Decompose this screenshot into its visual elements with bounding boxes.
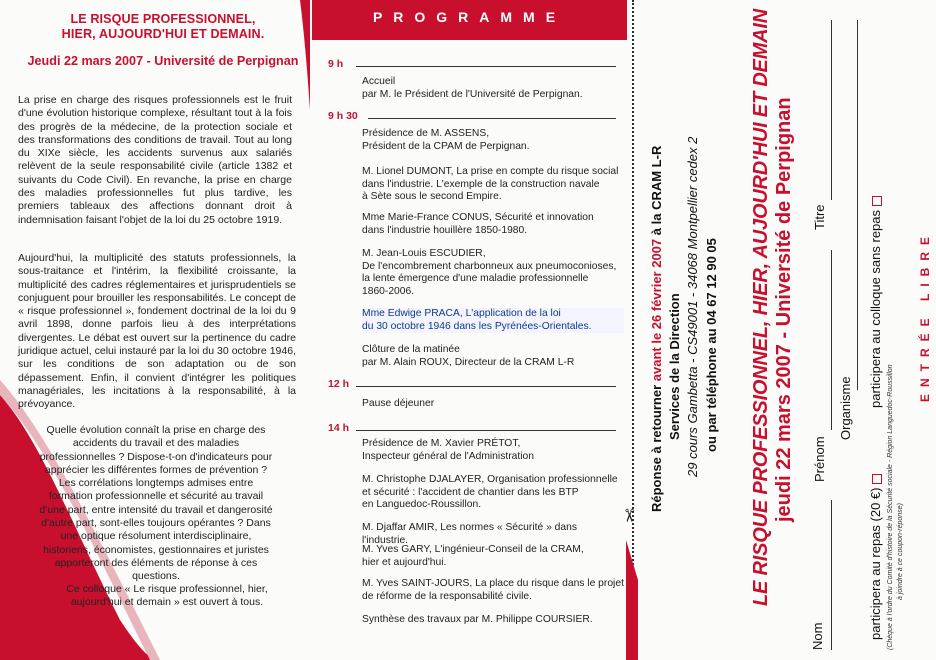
sans-repas-option: [868, 196, 883, 408]
entry-line: du 30 octobre 1946 dans les Pyrénées-Orientales.: [362, 320, 592, 332]
time-slot-12h: 12 h: [328, 378, 350, 390]
entry-line: la lente émergence d'une maladie professionnelle: [362, 273, 589, 284]
time-slot-9h: 9 h: [328, 58, 344, 70]
programme-heading: PROGRAMME: [372, 9, 567, 25]
nom-label: Nom: [810, 622, 825, 650]
reply-instruction: [649, 146, 664, 512]
coupon-title: LE RISQUE PROFESSIONNEL, HIER, AUJOURD'HUI ET DEMAIN: [750, 8, 772, 606]
entry-line: 1860-2006.: [362, 285, 415, 297]
entry-line: Inspecteur général de l'Administration: [362, 450, 534, 462]
time-slot-9h30: 9 h 30: [328, 110, 358, 122]
entry-line: Mme Marie-France CONUS, Sécurité et innovation: [362, 212, 594, 223]
repas-label: participera au repas (20 €): [868, 487, 883, 640]
left-title-line2: HIER, AUJOURD'HUI ET DEMAIN.: [61, 27, 265, 41]
entry-line: Pause déjeuner: [362, 398, 435, 409]
scissors-icon: ✂: [619, 507, 640, 524]
red-wedge-decoration: [626, 540, 638, 660]
entry-line: dans l'industrie. L'exemple de la construction navale: [362, 178, 600, 190]
entry-line: hier et aujourd'hui.: [362, 556, 447, 568]
programme-entry: [362, 544, 624, 569]
sans-repas-label: participera au colloque sans repas: [868, 209, 883, 408]
time-slot-14h: 14 h: [328, 422, 350, 434]
repas-option: [868, 474, 883, 640]
entry-line: Présidence de M. ASSENS,: [362, 128, 490, 139]
entry-line: Présidence de M. Xavier PRÉTOT,: [362, 438, 521, 449]
organisme-field[interactable]: [857, 20, 858, 390]
intro-paragraph-1: La prise en charge des risques professionnels est le fruit d'une évolution historique complexe, résultant tout à la fois des progrès de la médecine, de la protection sociale et des transformations des conditions de travail. Tout au long du XIXe siècle, les accidents survenus aux salariés relèvent de la seule responsabilité civile (article 1382 et suivants du Code Civil). En revanche, la prise en charge des maladies professionnelles fut plus tardive, les premiers tableaux des affections donnant droit à indemnisation faisant l'objet de la loi du 25 octobre 1919.: [18, 94, 292, 226]
programme-entry: [362, 578, 624, 603]
titre-field[interactable]: [831, 20, 832, 200]
reply-text: à la CRAM L-R: [649, 145, 664, 239]
left-panel: [0, 0, 310, 660]
intro-paragraph-4: Ce colloque « Le risque professionnel, hier, aujourd'hui et demain » est ouvert à tous.: [66, 583, 268, 609]
intro-paragraph-3: Quelle évolution connaît la prise en charge des accidents du travail et des maladies professionnelles ? Dispose-t-on d'indicateurs pour apprécier les différentes formes de prévention ? Les corrélations longtemps admises entre formation professionnelle et sécurité au travail d'une part, entre intensité du travail et dangerosité d'autre part, sont-elles toujours opérantes ? Dans une optique résolument interdisciplinaire, historiens, économistes, gestionnaires et juristes apporteront des éléments de réponse à ces questions.: [39, 424, 273, 583]
entry-line: par M. Alain ROUX, Directeur de la CRAM L-R: [362, 356, 575, 368]
entry-line: Synthèse des travaux par M. Philippe COURSIER.: [362, 614, 593, 625]
entry-line: M. Yves SAINT-JOURS, La place du risque dans le projet: [362, 578, 624, 589]
entry-line: De l'encombrement charbonneux aux pneumoconioses,: [362, 260, 617, 272]
programme-entry: [362, 76, 624, 101]
intro-paragraph-2: Aujourd'hui, la multiplicité des statuts professionnels, la sous-traitance et l'intérim, la flexibilité croissante, la multiplicité des cadres réglementaires et jurisprudentiels se conjuguent pour brouiller les responsabilités. Le concept de « risque professionnel », fondement doctrinal de la loi du 9 avril 1898, donne parfois lieu à des interprétations divergentes. Le débat est ouvert sur la pertinence du cadre juridique actuel, celui instauré par la loi du 30 octobre 1946, sur les conditions de son adaptation ou de son dépassement. Enfin, il convient d'intégrer les politiques managériales, les incitations à la responsabilité, à la prévoyance.: [18, 252, 296, 411]
time-slot-line: [368, 118, 616, 119]
entry-line: à Sète sous le second Empire.: [362, 191, 502, 202]
programme-entry: [362, 128, 624, 153]
entry-line: M. Lionel DUMONT, La prise en compte du risque social: [362, 166, 619, 177]
reply-phone: ou par téléphone au 04 67 12 90 05: [704, 238, 719, 452]
reply-deadline: avant le 26 février 2007: [649, 238, 664, 382]
programme-entry: [362, 212, 624, 237]
programme-entry: [362, 308, 624, 333]
programme-entry: [362, 248, 624, 298]
left-title-line1: LE RISQUE PROFESSIONNEL,: [70, 12, 256, 26]
nom-field[interactable]: [831, 500, 832, 650]
entry-line: Clôture de la matinée: [362, 344, 460, 355]
programme-header-bar: [312, 0, 627, 40]
cheque-note-line2: à joindre à ce coupon-réponse): [897, 503, 904, 600]
programme-panel: [312, 0, 627, 660]
reply-text: Réponse à retourner: [649, 381, 664, 512]
entry-line: M. Jean-Louis ESCUDIER,: [362, 248, 486, 259]
entry-line: Accueil: [362, 76, 396, 87]
coupon-date: jeudi 22 mars 2007 - Université de Perpignan: [773, 97, 795, 522]
entry-line: par M. le Président de l'Université de Perpignan.: [362, 88, 583, 100]
time-slot-line: [356, 386, 616, 387]
repas-checkbox[interactable]: [872, 474, 882, 484]
entry-line: dans l'industrie houillère 1850-1980.: [362, 224, 528, 236]
reply-services: Services de la Direction: [667, 293, 682, 440]
programme-entry: [362, 166, 624, 204]
programme-entry: [362, 438, 624, 463]
left-title: [20, 12, 306, 42]
time-slot-line: [356, 430, 616, 431]
entry-line: M. Djaffar AMIR, Les normes « Sécurité » dans l'industrie.: [362, 522, 577, 546]
programme-entry: [362, 474, 624, 512]
entry-line: en Languedoc-Roussillon.: [362, 499, 482, 510]
time-slot-line: [356, 66, 616, 67]
entry-line: de réforme de la responsabilité civile.: [362, 590, 532, 602]
left-date: Jeudi 22 mars 2007 - Université de Perpignan: [27, 54, 299, 68]
prenom-label: Prénom: [812, 436, 827, 482]
programme-entry: [362, 398, 624, 411]
prenom-field[interactable]: [831, 250, 832, 430]
programme-entry: [362, 344, 624, 369]
entry-line: Mme Edwige PRACA, L'application de la loi: [362, 308, 561, 319]
entry-line: M. Christophe DJALAYER, Organisation professionnelle: [362, 474, 618, 485]
entry-line: et sécurité : l'accident de chantier dans les BTP: [362, 486, 579, 498]
programme-entry: [362, 614, 624, 627]
sans-repas-checkbox[interactable]: [872, 196, 882, 206]
cheque-note-line1: (Chèque à l'ordre du Comité d'histoire de la Sécurité sociale - Région Languedoc-Roussillon: [887, 364, 894, 650]
organisme-label: Organisme: [838, 376, 853, 440]
reply-address: 29 cours Gambetta - CS49001 - 34068 Montpellier cedex 2: [685, 136, 700, 477]
entry-line: Président de la CPAM de Perpignan.: [362, 140, 530, 152]
entree-libre-label: ENTRÉE LIBRE: [918, 229, 932, 402]
titre-label: Titre: [812, 204, 827, 230]
entry-line: M. Yves GARY, L'ingénieur-Conseil de la CRAM,: [362, 544, 584, 555]
